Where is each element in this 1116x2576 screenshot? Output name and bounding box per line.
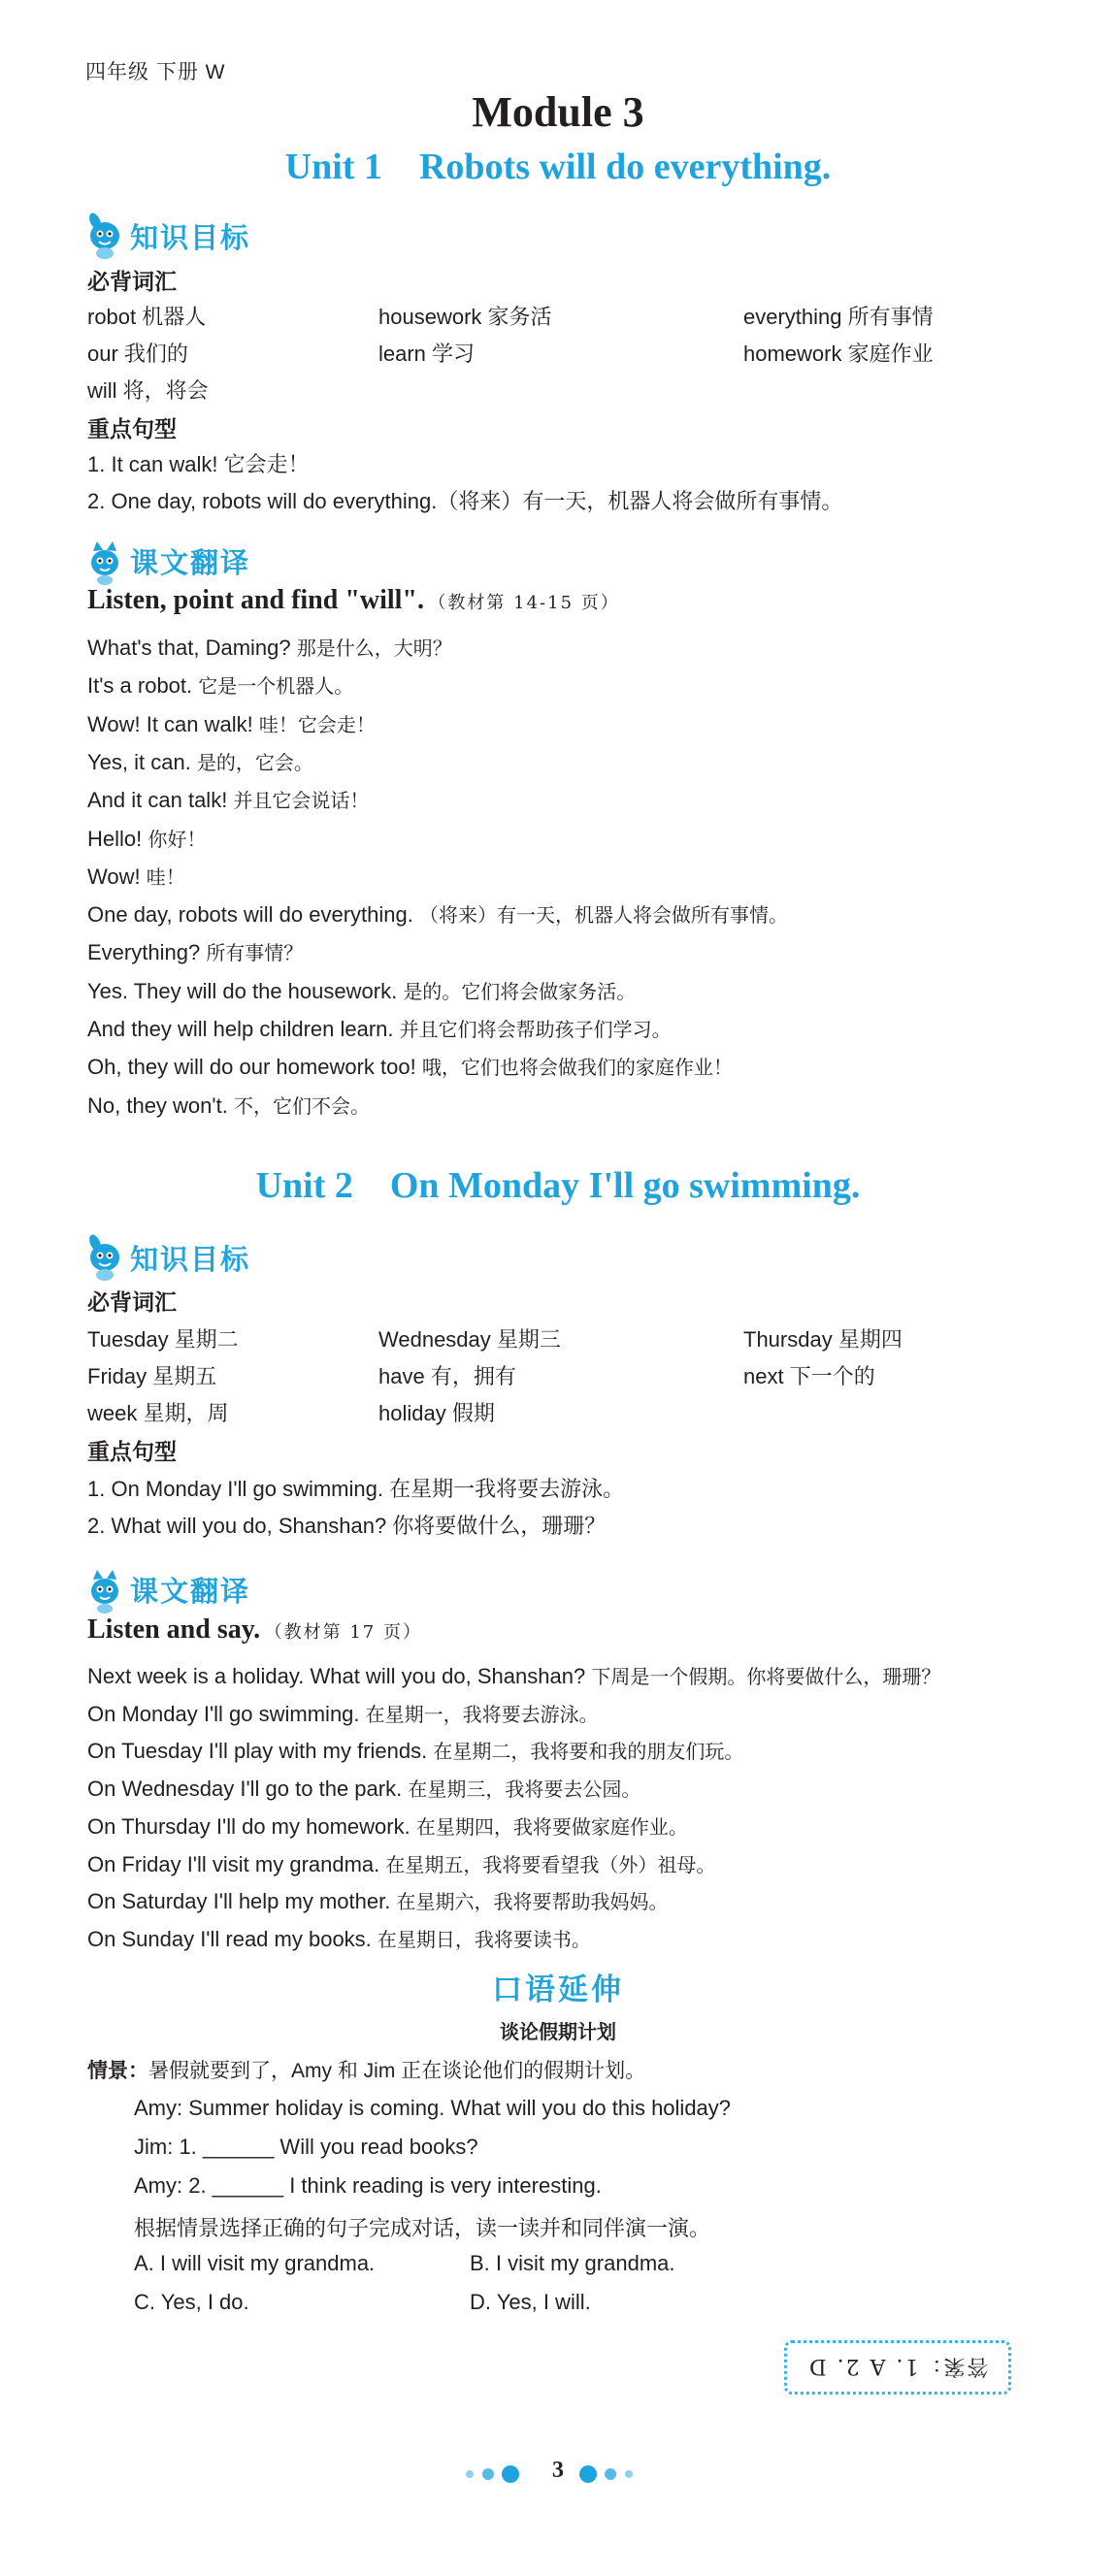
unit1-translation-heading [83, 534, 250, 588]
sentence-heading: 重点句型 [87, 416, 177, 441]
mascot-icon [83, 211, 126, 261]
section-title: 知识目标 [130, 220, 251, 254]
vocab-heading: 必背词汇 [87, 269, 177, 294]
section-title: 课文翻译 [130, 1574, 251, 1608]
line-chinese: 在星期六，我将要帮助我妈妈。 [396, 1890, 669, 1914]
line-chinese: 是的，它会。 [196, 750, 313, 774]
vocab-item: robot 机器人 [87, 305, 207, 329]
vocab-heading: 必背词汇 [87, 1289, 177, 1315]
vocab-item: Wednesday 星期三 [378, 1327, 561, 1352]
line-chinese: 在星期四，我将要做家庭作业。 [415, 1814, 688, 1839]
line-chinese: 不，它们不会。 [233, 1093, 370, 1118]
dialogue-line [87, 1811, 688, 1840]
line-english: Yes, it can. [87, 749, 191, 774]
lesson-note: （教材第 14-15 页） [428, 593, 620, 613]
oral-title: 口语延伸 [492, 1973, 624, 2007]
option-d: D. Yes, I will. [470, 2290, 591, 2314]
vocab-item: will 将，将会 [87, 378, 209, 403]
line-chinese: 它是一个机器人。 [198, 674, 354, 699]
line-english: Oh, they will do our homework too! [87, 1055, 416, 1080]
line-english: No, they won't. [87, 1092, 228, 1118]
line-english: On Saturday I'll help my mother. [87, 1889, 391, 1914]
dialogue-line [87, 1886, 668, 1914]
option-b: B. I visit my grandma. [470, 2251, 675, 2275]
line-chinese: 那是什么，大明？ [296, 636, 452, 660]
line-chinese: 在星期三，我将要去公园。 [408, 1777, 641, 1802]
scene-text: 暑假就要到了，Amy 和 Jim 正在谈论他们的假期计划。 [148, 2060, 646, 2082]
line-english: Everything? [87, 940, 201, 965]
dialogue-line [87, 976, 636, 1004]
key-sentence: 2. One day, robots will do everything.（将来）有一天，机器人将会做所有事情。 [87, 489, 843, 513]
line-chinese: 在星期二，我将要和我的朋友们玩。 [433, 1740, 744, 1764]
dialogue-line [87, 709, 376, 737]
lesson-title: Listen, point and find "will". [87, 585, 424, 615]
unit2-translation-heading [83, 1562, 250, 1616]
line-chinese: 在星期日，我将要读书。 [377, 1927, 591, 1951]
instruction-line: 根据情景选择正确的句子完成对话，读一读并和同伴演一演。 [134, 2216, 711, 2240]
unit2-knowledge-heading [83, 1230, 250, 1285]
vocab-item: Friday 星期五 [87, 1364, 217, 1388]
key-sentence: 2. What will you do, Shanshan? 你将要做什么，珊珊？ [87, 1514, 607, 1538]
line-english: Wow! [87, 864, 141, 889]
section-title: 知识目标 [130, 1242, 251, 1276]
line-english: Next week is a holiday. What will you do, Shanshan? [87, 1664, 586, 1688]
line-english: And it can talk! [87, 788, 228, 813]
dialogue-line [87, 1924, 591, 1952]
lesson-heading [87, 585, 620, 616]
dialogue-line [87, 824, 206, 852]
line-english: Yes. They will do the housework. [87, 978, 398, 1003]
line-chinese: 在星期五，我将要看望我（外）祖母。 [385, 1852, 716, 1876]
vocab-item: our 我们的 [87, 342, 188, 366]
dialogue-line [87, 785, 369, 813]
dialogue-line [87, 862, 185, 890]
option-c: C. Yes, I do. [134, 2290, 249, 2314]
line-chinese: 哇！它会走！ [258, 712, 376, 736]
vocab-item: week 星期，周 [87, 1401, 229, 1425]
vocab-item: Thursday 星期四 [743, 1327, 903, 1352]
line-english: Hello! [87, 826, 143, 851]
line-chinese: 哇！ [146, 864, 185, 889]
answer-text: 答案：1. A 2. D [806, 2353, 989, 2378]
page-number: 3 [552, 2458, 564, 2483]
section-title: 课文翻译 [130, 545, 251, 579]
line-english: And they will help children learn. [87, 1017, 394, 1041]
dialogue-line [87, 1736, 743, 1764]
vocab-item: housework 家务活 [378, 305, 552, 329]
scene-description [87, 2055, 645, 2084]
dialogue-line [87, 1052, 733, 1080]
line-english: One day, robots will do everything. [87, 902, 413, 928]
mascot-icon [83, 1232, 126, 1283]
line-english: On Tuesday I'll play with my friends. [87, 1739, 428, 1764]
key-sentence: 1. It can walk! 它会走！ [87, 452, 310, 476]
vocab-item: homework 家庭作业 [743, 342, 934, 366]
dialogue-line: Amy: 2. ______ I think reading is very interesting. [134, 2173, 602, 2198]
mascot-icon [83, 1564, 126, 1614]
vocab-item: everything 所有事情 [743, 305, 934, 329]
dialogue-line [87, 1699, 599, 1727]
line-chinese: 你好！ [148, 827, 207, 851]
lesson-note: （教材第 17 页） [264, 1622, 422, 1643]
module-title: Module 3 [472, 88, 644, 136]
grade-tag: 四年级 下册 W [85, 61, 226, 83]
mascot-icon [83, 536, 126, 586]
line-chinese: 并且它们将会帮助孩子们学习。 [399, 1018, 672, 1041]
vocab-item: have 有，拥有 [378, 1364, 516, 1388]
line-chinese: 是的。它们将会做家务活。 [403, 979, 637, 1003]
dialogue-line [87, 1014, 672, 1042]
vocab-item: learn 学习 [378, 342, 476, 366]
vocab-item: holiday 假期 [378, 1401, 495, 1425]
dialogue-line [87, 633, 452, 661]
vocab-item: next 下一个的 [743, 1364, 875, 1388]
dialogue-line [87, 747, 313, 775]
line-english: On Sunday I'll read my books. [87, 1926, 372, 1951]
dialogue-line [87, 899, 788, 928]
dialogue-line [87, 1091, 370, 1119]
key-sentence: 1. On Monday I'll go swimming. 在星期一我将要去游泳。 [87, 1477, 625, 1501]
lesson-title: Listen and say. [87, 1614, 261, 1645]
unit1-title: Unit 1 Robots will do everything. [284, 147, 832, 187]
line-english: On Monday I'll go swimming. [87, 1701, 360, 1726]
line-chinese: 在星期一，我将要去游泳。 [365, 1702, 599, 1726]
dialogue-line [87, 670, 353, 699]
line-english: On Wednesday I'll go to the park. [87, 1777, 403, 1802]
line-english: On Thursday I'll do my homework. [87, 1813, 410, 1839]
lesson-heading [87, 1614, 422, 1646]
sentence-heading: 重点句型 [87, 1439, 177, 1464]
line-chinese: （将来）有一天，机器人将会做所有事情。 [419, 903, 789, 928]
line-english: On Friday I'll visit my grandma. [87, 1851, 380, 1876]
answer-box [784, 2340, 1011, 2395]
line-chinese: 哦，它们也将会做我们的家庭作业！ [421, 1056, 733, 1080]
vocab-item: Tuesday 星期二 [87, 1327, 239, 1352]
unit2-title: Unit 2 On Monday I'll go swimming. [255, 1165, 861, 1206]
oral-subtitle: 谈论假期计划 [500, 2020, 616, 2043]
line-chinese: 并且它会说话！ [233, 789, 370, 813]
line-english: Wow! It can walk! [87, 711, 253, 736]
dialogue-line [87, 937, 303, 965]
unit1-knowledge-heading [83, 209, 250, 263]
dialogue-line [87, 1849, 715, 1877]
line-chinese: 所有事情？ [206, 941, 304, 965]
line-english: What's that, Daming? [87, 636, 291, 660]
dialogue-line: Amy: Summer holiday is coming. What will you do this holiday? [134, 2096, 732, 2120]
line-english: It's a robot. [87, 673, 193, 699]
line-chinese: 下周是一个假期。你将要做什么，珊珊？ [591, 1665, 941, 1688]
dialogue-line [87, 1661, 940, 1689]
dialogue-line: Jim: 1. ______ Will you read books? [134, 2135, 478, 2159]
dialogue-line [87, 1774, 640, 1802]
option-a: A. I will visit my grandma. [134, 2251, 376, 2275]
scene-label: 情景： [87, 2059, 148, 2082]
